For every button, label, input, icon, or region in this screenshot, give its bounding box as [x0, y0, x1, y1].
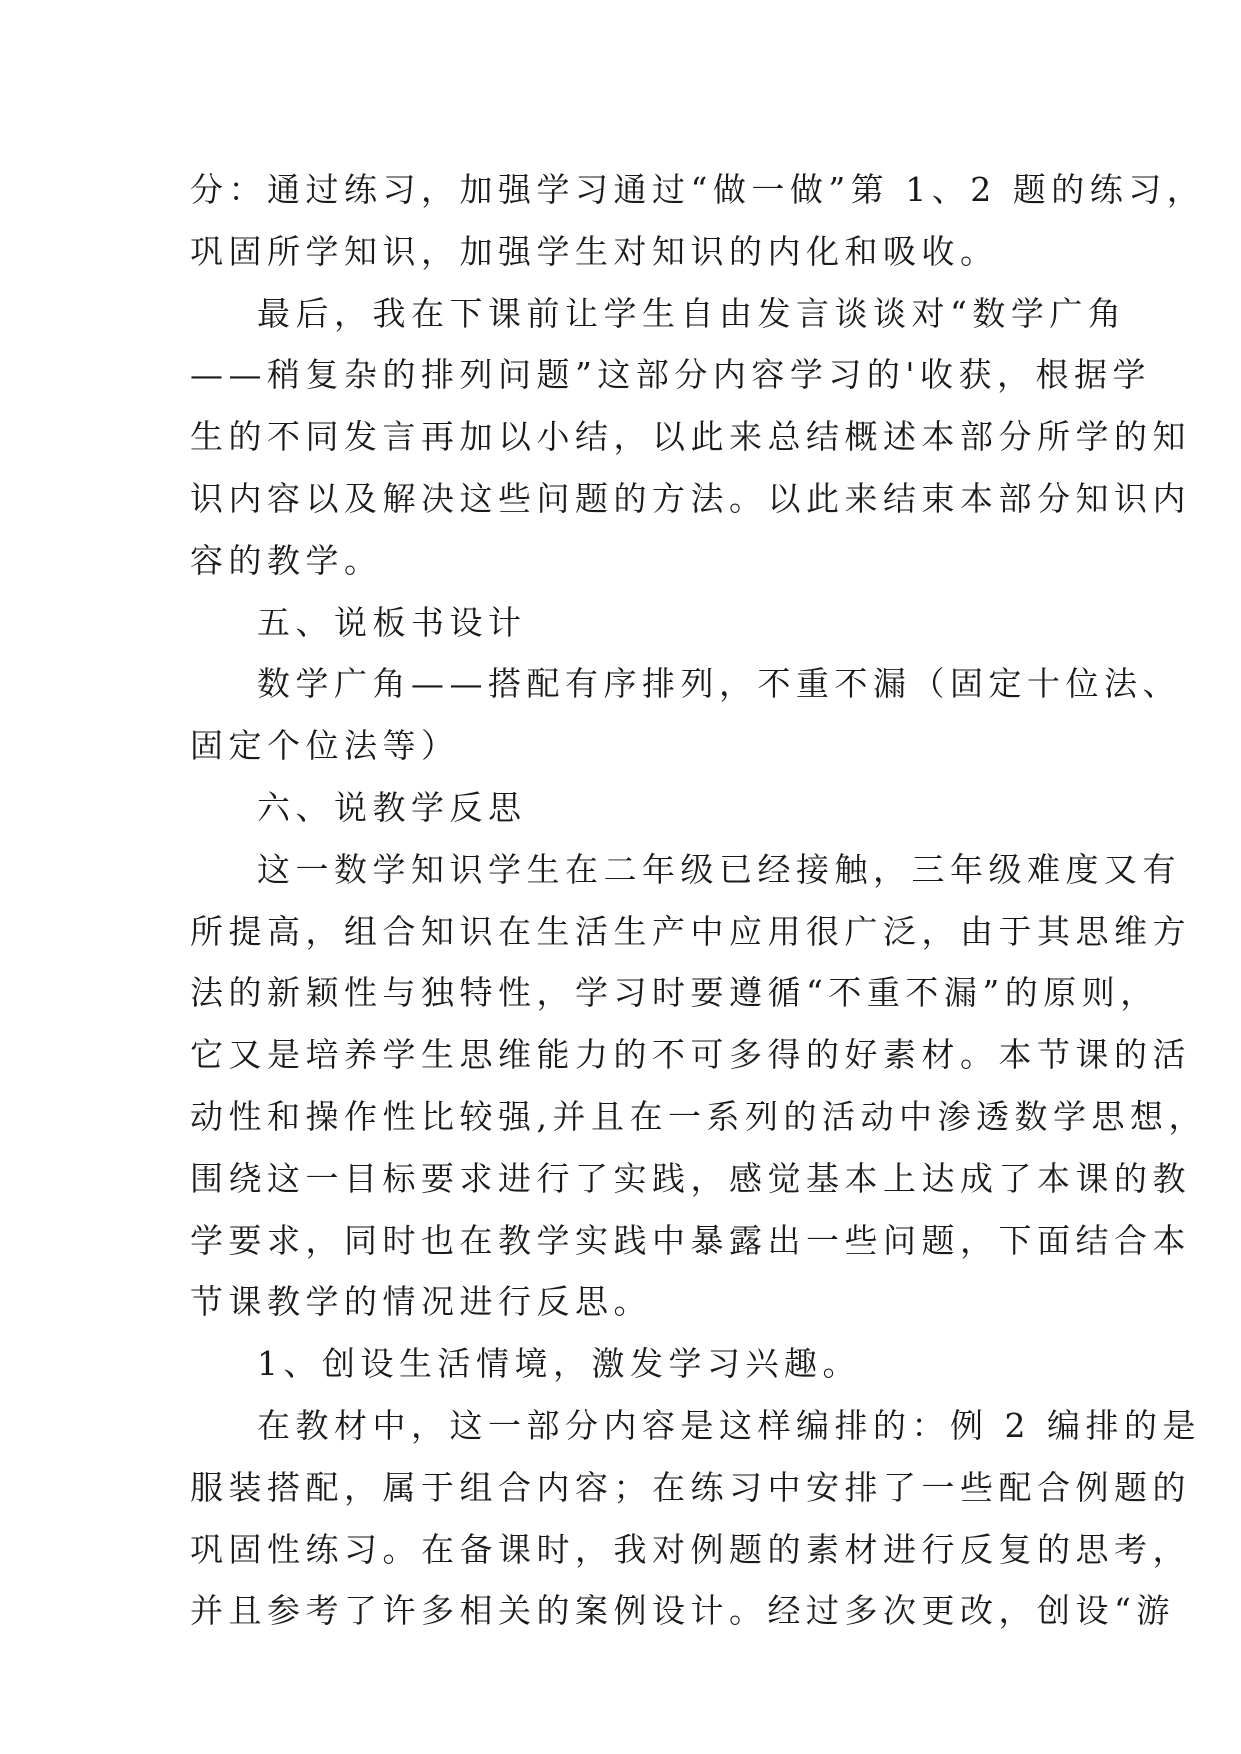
- text-line: 五、说板书设计: [257, 602, 527, 642]
- text-line: 识内容以及解决这些问题的方法。以此来结束本部分知识内: [190, 478, 1191, 518]
- text-line: 分：通过练习，加强学习通过“做一做”第 1、2 题的练习，: [190, 170, 1206, 209]
- text-line: 学要求，同时也在教学实践中暴露出一些问题，下面结合本: [190, 1220, 1191, 1260]
- text-line: 它又是培养学生思维能力的不可多得的好素材。本节课的活: [190, 1035, 1191, 1075]
- text-line: 围绕这一目标要求进行了实践，感觉基本上达成了本课的教: [190, 1158, 1191, 1198]
- text-line: 节课教学的情况进行反思。: [190, 1282, 652, 1322]
- text-line: 并且参考了许多相关的案例设计。经过多次更改，创设“游: [190, 1591, 1175, 1631]
- document-body: [190, 159, 1207, 1642]
- text-line: 1、创设生活情境，激发学习兴趣。: [257, 1344, 861, 1384]
- text-line: 数学广角——搭配有序排列，不重不漏（固定十位法、: [257, 664, 1181, 704]
- text-line: 最后，我在下课前让学生自由发言谈谈对“数学广角: [257, 293, 1127, 333]
- text-line: 服装搭配，属于组合内容；在练习中安排了一些配合例题的: [190, 1467, 1191, 1507]
- text-line: 容的教学。: [190, 540, 383, 580]
- text-line: 这一数学知识学生在二年级已经接触，三年级难度又有: [257, 849, 1181, 889]
- text-line: 法的新颖性与独特性，学习时要遵循“不重不漏”的原则，: [190, 973, 1159, 1013]
- text-line: 巩固性练习。在备课时，我对例题的素材进行反复的思考，: [190, 1529, 1191, 1569]
- text-line: 动性和操作性比较强,并且在一系列的活动中渗透数学思想，: [190, 1096, 1207, 1136]
- text-line: 生的不同发言再加以小结，以此来总结概述本部分所学的知: [190, 417, 1191, 457]
- text-line: ——稍复杂的排列问题”这部分内容学习的'收获，根据学: [190, 355, 1151, 395]
- text-line: 固定个位法等）: [190, 726, 460, 766]
- text-line: 巩固所学知识，加强学生对知识的内化和吸收。: [190, 231, 999, 271]
- text-line: 六、说教学反思: [257, 787, 527, 827]
- text-line: 在教材中，这一部分内容是这样编排的：例 2 编排的是: [257, 1405, 1201, 1445]
- text-line: 所提高，组合知识在生活生产中应用很广泛，由于其思维方: [190, 911, 1191, 951]
